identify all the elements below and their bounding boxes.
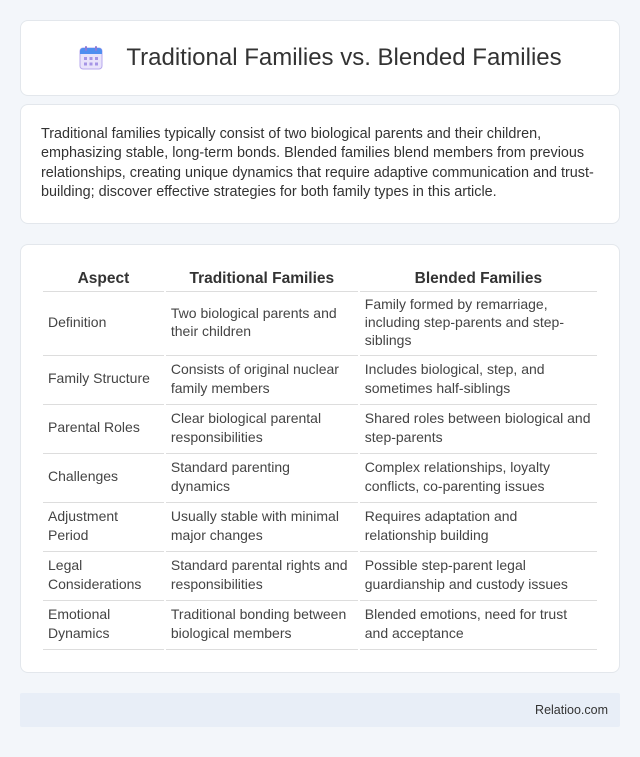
header-traditional: Traditional Families xyxy=(165,265,359,291)
table-row xyxy=(43,502,597,551)
table-row xyxy=(43,600,597,649)
comparison-table-card xyxy=(20,244,620,673)
table-row xyxy=(43,551,597,600)
row-traditional: Clear biological parental responsibilities xyxy=(165,404,359,453)
table-row xyxy=(43,355,597,404)
row-blended: Possible step-parent legal guardianship and custody issues xyxy=(359,551,597,600)
table-header-row xyxy=(43,265,597,291)
row-blended: Requires adaptation and relationship building xyxy=(359,502,597,551)
row-blended: Blended emotions, need for trust and acceptance xyxy=(359,600,597,649)
row-aspect: Adjustment Period xyxy=(43,502,165,551)
row-aspect: Emotional Dynamics xyxy=(43,600,165,649)
row-blended: Shared roles between biological and step-parents xyxy=(359,404,597,453)
table-row xyxy=(43,453,597,502)
row-traditional: Consists of original nuclear family members xyxy=(165,355,359,404)
row-traditional: Standard parental rights and responsibilities xyxy=(165,551,359,600)
row-blended: Family formed by remarriage, including step-parents and step-siblings xyxy=(359,291,597,355)
row-aspect: Parental Roles xyxy=(43,404,165,453)
row-aspect: Family Structure xyxy=(43,355,165,404)
intro-card xyxy=(20,104,620,224)
row-traditional: Traditional bonding between biological members xyxy=(165,600,359,649)
calendar-icon xyxy=(78,45,104,71)
row-traditional: Two biological parents and their children xyxy=(165,291,359,355)
page-title: Traditional Families vs. Blended Families xyxy=(126,44,562,71)
title-card xyxy=(20,20,620,96)
header-blended: Blended Families xyxy=(359,265,597,291)
title-wrap xyxy=(78,44,561,72)
row-aspect: Legal Considerations xyxy=(43,551,165,600)
row-traditional: Standard parenting dynamics xyxy=(165,453,359,502)
row-traditional: Usually stable with minimal major changes xyxy=(165,502,359,551)
footer-brand[interactable]: Relatioo.com xyxy=(535,703,608,717)
row-aspect: Definition xyxy=(43,291,165,355)
row-blended: Complex relationships, loyalty conflicts, co-parenting issues xyxy=(359,453,597,502)
intro-text: Traditional families typically consist of two biological parents and their children, emphasizing stable, long-term bonds. Blended families blend members from previous relationships, creating unique dynamics that require adaptive communication and trust-building; discover effective strategies for both family types in this article. xyxy=(41,126,594,200)
header-aspect: Aspect xyxy=(43,265,165,291)
comparison-table xyxy=(43,265,597,650)
row-aspect: Challenges xyxy=(43,453,165,502)
row-blended: Includes biological, step, and sometimes half-siblings xyxy=(359,355,597,404)
table-row xyxy=(43,404,597,453)
table-row xyxy=(43,291,597,355)
footer xyxy=(20,693,620,727)
